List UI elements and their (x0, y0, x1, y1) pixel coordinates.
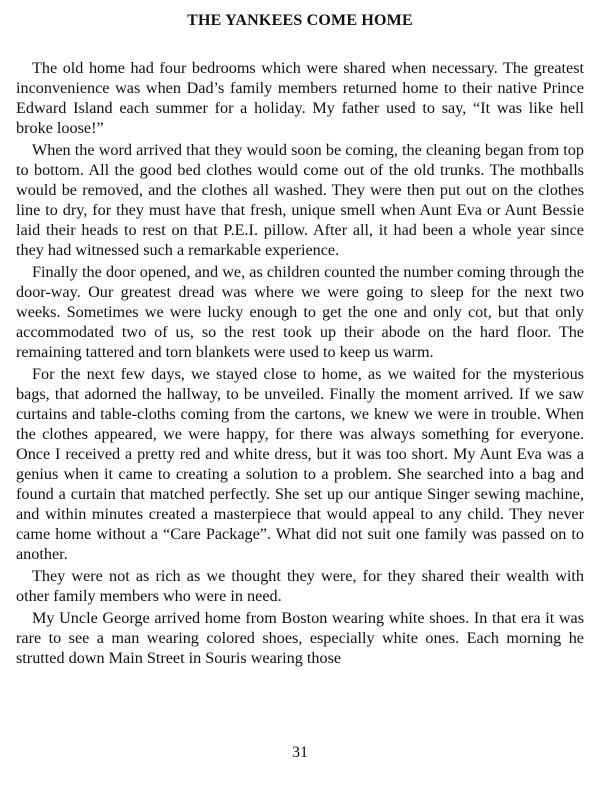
paragraph: They were not as rich as we thought they were, for they shared their wealth with other family members who were in need. (16, 567, 584, 605)
body-text (16, 58, 584, 670)
paragraph: The old home had four bedrooms which were shared when necessary. The greatest inconvenience was when Dad’s family members returned home to their native Prince Edward Island each summer for a holiday. My father used to say, “It was like hell broke loose!” (16, 59, 584, 137)
paragraph: Finally the door opened, and we, as children counted the number coming through the door-way. Our greatest dread was where we were going to sleep for the next two weeks. Sometimes we were lucky enough to get the one and only cot, but that only accommodated two of us, so the rest took up their abode on the hard floor. The remaining tattered and torn blankets were used to keep us warm. (16, 263, 584, 361)
page-number: 31 (292, 744, 308, 761)
paragraph: For the next few days, we stayed close to home, as we waited for the mysterious bags, that adorned the hallway, to be unveiled. Finally the moment arrived. If we saw curtains and table-cloths coming from the cartons, we knew we were in trouble. When the clothes appeared, we were happy, for there was always something for everyone. Once I received a pretty red and white dress, but it was too short. My Aunt Eva was a genius when it came to creating a solution to a problem. She searched into a bag and found a curtain that matched perfectly. She set up our antique Singer sewing machine, and within minutes created a masterpiece that would appeal to any child. They never came home without a “Care Package”. What did not suit one family was passed on to another. (16, 365, 584, 563)
chapter-title: THE YANKEES COME HOME (187, 12, 413, 29)
paragraph: When the word arrived that they would soon be coming, the cleaning began from top to bottom. All the good bed clothes would come out of the old trunks. The mothballs would be removed, and the clothes all washed. They were then put out on the clothes line to dry, for they must have that fresh, unique smell when Aunt Eva or Aunt Bessie laid their heads to rest on that P.E.I. pillow. After all, it had been a whole year since they had witnessed such a remarkable experience. (16, 141, 584, 259)
paragraph: My Uncle George arrived home from Boston wearing white shoes. In that era it was rare to see a man wearing colored shoes, especially white ones. Each morning he strutted down Main Street in Souris wearing those (16, 609, 584, 667)
